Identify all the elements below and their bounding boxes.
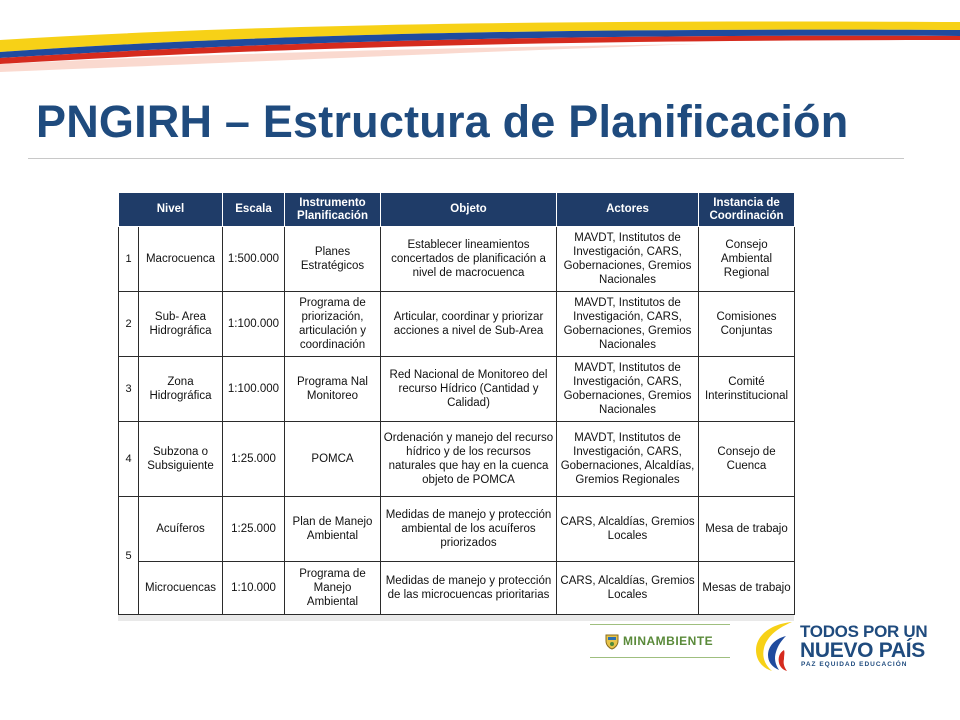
cell-escala: 1:10.000 xyxy=(223,562,285,615)
header-actores: Actores xyxy=(557,193,699,227)
slogan-line-3: PAZ EQUIDAD EDUCACIÓN xyxy=(801,661,908,668)
cell-escala: 1:25.000 xyxy=(223,497,285,562)
cell-objeto: Medidas de manejo y protección ambiental de los acuíferos priorizados xyxy=(381,497,557,562)
todos-por-un-nuevo-pais-logo xyxy=(752,620,928,672)
slogan-line-2: NUEVO PAÍS xyxy=(800,639,925,662)
cell-escala: 1:500.000 xyxy=(223,227,285,292)
cell-nivel: Zona Hidrográfica xyxy=(139,357,223,422)
minambiente-top-rule xyxy=(590,624,730,625)
table-row xyxy=(119,227,795,292)
cell-actores: CARS, Alcaldías, Gremios Locales xyxy=(557,497,699,562)
row-number: 4 xyxy=(119,422,139,497)
minambiente-bottom-rule xyxy=(590,657,730,658)
cell-nivel: Subzona o Subsiguiente xyxy=(139,422,223,497)
cell-instancia: Comisiones Conjuntas xyxy=(699,292,795,357)
cell-nivel: Acuíferos xyxy=(139,497,223,562)
row-number: 2 xyxy=(119,292,139,357)
table-row xyxy=(119,292,795,357)
row-number: 5 xyxy=(119,497,139,615)
cell-nivel: Microcuencas xyxy=(139,562,223,615)
slogan-line-1: TODOS POR UN xyxy=(800,622,928,641)
cell-escala: 1:25.000 xyxy=(223,422,285,497)
cell-instancia: Consejo de Cuenca xyxy=(699,422,795,497)
cell-nivel: Sub- Area Hidrográfica xyxy=(139,292,223,357)
cell-objeto: Red Nacional de Monitoreo del recurso Hídrico (Cantidad y Calidad) xyxy=(381,357,557,422)
cell-objeto: Articular, coordinar y priorizar acciones a nivel de Sub-Area xyxy=(381,292,557,357)
header-escala: Escala xyxy=(223,193,285,227)
coat-of-arms-icon xyxy=(604,632,620,650)
colombia-flag-swoosh-icon xyxy=(752,620,798,672)
table-header-row xyxy=(119,193,795,227)
cell-actores: MAVDT, Institutos de Investigación, CARS, Gobernaciones, Alcaldías, Gremios Regionales xyxy=(557,422,699,497)
minambiente-logo xyxy=(590,624,730,658)
cell-instancia: Consejo Ambiental Regional xyxy=(699,227,795,292)
header-instancia: Instancia de Coordinación xyxy=(699,193,795,227)
header-nivel: Nivel xyxy=(119,193,223,227)
table-row xyxy=(119,497,795,562)
header-objeto: Objeto xyxy=(381,193,557,227)
minambiente-text: MINAMBIENTE xyxy=(623,634,714,648)
cell-escala: 1:100.000 xyxy=(223,292,285,357)
cell-escala: 1:100.000 xyxy=(223,357,285,422)
cell-objeto: Establecer lineamientos concertados de planificación a nivel de macrocuenca xyxy=(381,227,557,292)
planning-structure-table xyxy=(118,192,795,615)
table-row xyxy=(119,422,795,497)
header-instrumento: Instrumento Planificación xyxy=(285,193,381,227)
cell-objeto: Medidas de manejo y protección de las microcuencas prioritarias xyxy=(381,562,557,615)
cell-instrumento: Plan de Manejo Ambiental xyxy=(285,497,381,562)
cell-instancia: Comité Interinstitucional xyxy=(699,357,795,422)
cell-instrumento: Programa Nal Monitoreo xyxy=(285,357,381,422)
row-number: 3 xyxy=(119,357,139,422)
table-row xyxy=(119,562,795,615)
planning-table-container xyxy=(118,192,794,621)
cell-instrumento: POMCA xyxy=(285,422,381,497)
cell-instrumento: Programa de Manejo Ambiental xyxy=(285,562,381,615)
table-row xyxy=(119,357,795,422)
cell-instancia: Mesas de trabajo xyxy=(699,562,795,615)
cell-actores: MAVDT, Institutos de Investigación, CARS, Gobernaciones, Gremios Nacionales xyxy=(557,227,699,292)
cell-instancia: Mesa de trabajo xyxy=(699,497,795,562)
top-flag-banner xyxy=(0,0,960,80)
page-title: PNGIRH – Estructura de Planificación xyxy=(36,96,849,147)
cell-actores: MAVDT, Institutos de Investigación, CARS, Gobernaciones, Gremios Nacionales xyxy=(557,292,699,357)
cell-actores: CARS, Alcaldías, Gremios Locales xyxy=(557,562,699,615)
cell-actores: MAVDT, Institutos de Investigación, CARS, Gobernaciones, Gremios Nacionales xyxy=(557,357,699,422)
cell-instrumento: Planes Estratégicos xyxy=(285,227,381,292)
title-divider xyxy=(28,158,904,159)
row-number: 1 xyxy=(119,227,139,292)
cell-nivel: Macrocuenca xyxy=(139,227,223,292)
cell-objeto: Ordenación y manejo del recurso hídrico y de los recursos naturales que hay en la cuenca objeto de POMCA xyxy=(381,422,557,497)
cell-instrumento: Programa de priorización, articulación y coordinación xyxy=(285,292,381,357)
